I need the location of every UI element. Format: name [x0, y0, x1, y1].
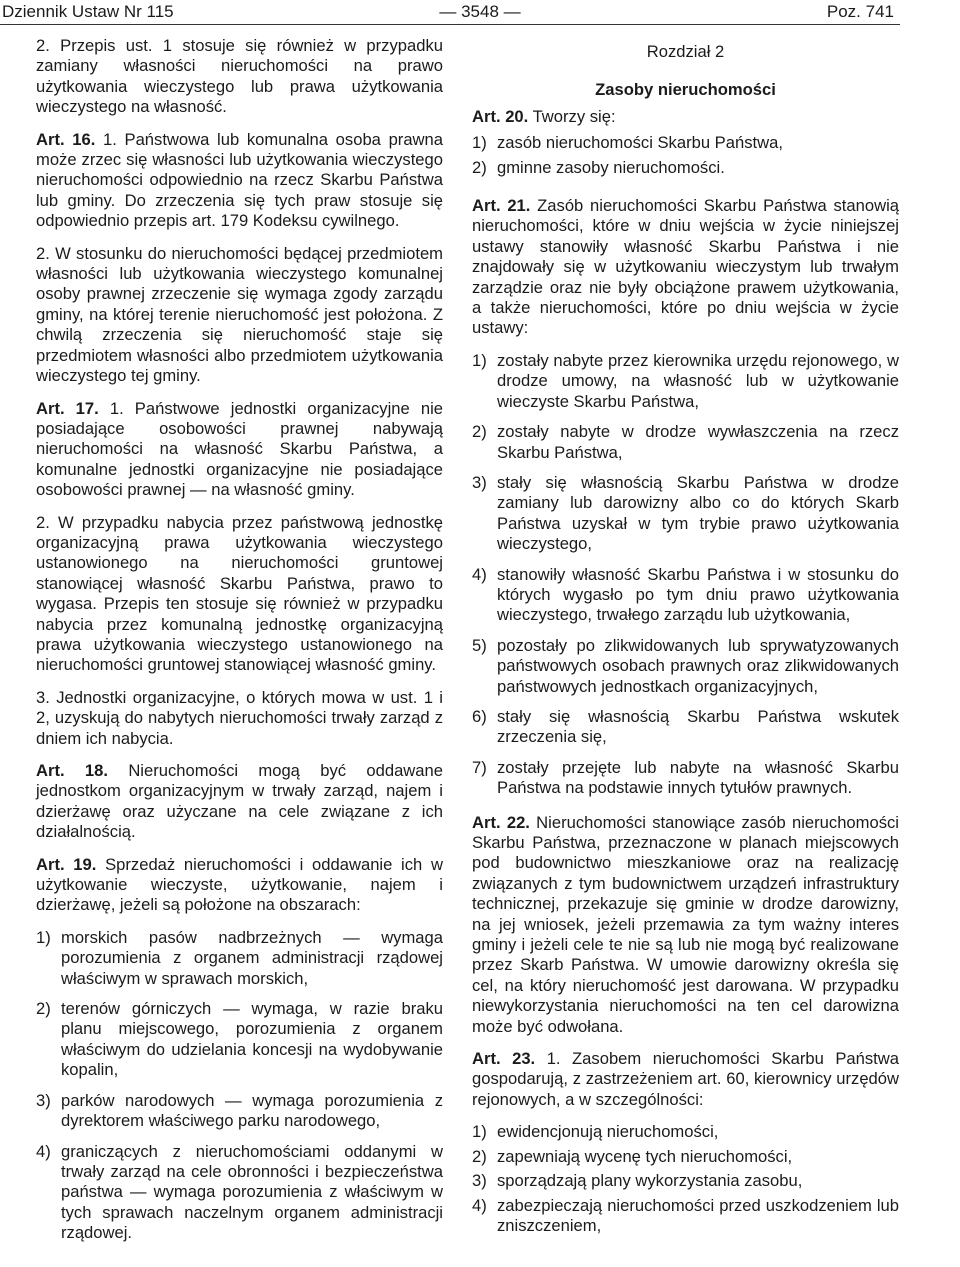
list-number: 1) [472, 1122, 487, 1142]
article-text: Nieruchomości mogą być oddawane jednostkom organizacyjnym w trwały zarząd, najem i dzierżawę oraz użyczane na cele związane z ich działalnością. [36, 761, 443, 842]
list-text: zapewniają wycenę tych nieruchomości, [497, 1146, 793, 1166]
article-label: Art. 18. [36, 761, 108, 780]
article-17 [36, 399, 443, 501]
article-19 [36, 855, 443, 916]
list-number: 1) [36, 927, 51, 947]
list-text: parków narodowych — wymaga porozumienia z dyrektorem właściwego parku narodowego, [61, 1090, 443, 1131]
article-text: Zasób nieruchomości Skarbu Państwa stanowią nieruchomości, które w dniu wejścia w życie niniejszej ustawy stanowiły własność Skarbu Państwa i nie znajdowały się w użytkowaniu wieczystym lub trwałym zarządzie oraz nie były obciążone prawem użytkowania, a także nieruchomości, które po dniu wejścia w życie ustawy: [472, 196, 899, 338]
list-number: 4) [472, 564, 487, 584]
list-item [472, 1147, 899, 1167]
list-number: 1) [472, 350, 487, 370]
list-text: zabezpieczają nieruchomości przed uszkodzeniem lub zniszczeniem, [497, 1195, 899, 1235]
list-item [36, 999, 443, 1081]
list-item [472, 158, 899, 178]
list-number: 6) [472, 706, 487, 726]
article-18 [36, 761, 443, 843]
list-item [472, 1171, 899, 1191]
article-text: 1. Państwowa lub komunalna osoba prawna może zrzec się własności lub użytkowania wieczystego nieruchomości odpowiednio na rzecz Skarbu Państwa lub gminy. Do zrzeczenia się tych praw stosuje się odpowiednio przepis art. 179 Kodeksu cywilnego. [36, 129, 443, 231]
article-label: Art. 16. [36, 129, 96, 149]
article-20 [472, 107, 899, 127]
paragraph: 3. Jednostki organizacyjne, o których mowa w ust. 1 i 2, uzyskują do nabytych nieruchomości trwały zarząd z dniem ich nabycia. [36, 687, 443, 748]
page-header [0, 0, 960, 26]
list-item [472, 133, 899, 153]
list-text: sporządzają plany wykorzystania zasobu, [497, 1171, 803, 1191]
chapter-title: Zasoby nieruchomości [595, 80, 776, 100]
list-text: morskich pasów nadbrzeżnych — wymaga porozumienia z organem administracji rządowej właściwym w sprawach morskich, [61, 927, 443, 988]
list-text: pozostały po zlikwidowanych lub sprywatyzowanych państwowych osobach prawnych oraz zlikwidowanych państwowych jednostkach organizacyjnych, [497, 635, 899, 696]
position-number: Poz. 741 [826, 2, 894, 21]
list-number: 5) [472, 635, 487, 655]
header-rule [0, 24, 900, 25]
list-number: 2) [472, 1146, 487, 1166]
article-21 [472, 196, 899, 339]
left-column [36, 36, 443, 1254]
list-number: 2) [472, 157, 487, 177]
article-text: Tworzy się: [528, 106, 616, 126]
list-item [472, 473, 899, 555]
list-text: stały się własnością Skarbu Państwa wskutek zrzeczenia się, [497, 706, 899, 747]
list-number: 4) [36, 1141, 51, 1161]
list-number: 3) [36, 1090, 51, 1110]
list-item [472, 422, 899, 463]
article-label: Art. 22. [472, 812, 530, 832]
list-text: stanowiły własność Skarbu Państwa i w stosunku do których wygasło po tym dniu prawo użytkowania wieczystego, trwałego zarządu lub użytkowania, [497, 564, 899, 625]
list-text: ewidencjonują nieruchomości, [497, 1122, 719, 1142]
list-item [36, 1142, 443, 1244]
list-text: zostały nabyte w drodze wywłaszczenia na rzecz Skarbu Państwa, [497, 422, 899, 462]
list-item [472, 707, 899, 748]
journal-title: Dziennik Ustaw Nr 115 [2, 2, 174, 21]
list-text: zostały nabyte przez kierownika urzędu rejonowego, w drodze umowy, na własność lub w użytkowanie wieczyste Skarbu Państwa, [497, 350, 899, 411]
list-item [472, 758, 899, 799]
article-22 [472, 813, 899, 1037]
article-label: Art. 20. [472, 106, 529, 126]
list-text: zasób nieruchomości Skarbu Państwa, [497, 133, 783, 153]
paragraph: 2. W przypadku nabycia przez państwową jednostkę organizacyjną prawa użytkowania wieczystego ustanowionego na nieruchomości gruntowej stanowiącej własność Skarbu Państwa, prawo to wygasa. Przepis ten stosuje się również w przypadku nabycia przez komunalną jednostkę organizacyjną prawa użytkowania wieczystego ustanowionego na nieruchomości gruntowej stanowiącej własność gminy. [36, 512, 443, 675]
list-item [472, 351, 899, 412]
article-label: Art. 19. [36, 854, 97, 874]
list-text: terenów górniczych — wymaga, w razie braku planu miejscowego, porozumienia z organem właściwym do udzielania koncesji na wydobywanie kopalin, [61, 999, 443, 1080]
list-item [472, 1196, 899, 1237]
article-label: Art. 21. [472, 196, 531, 216]
list-number: 2) [36, 999, 51, 1019]
article-text: Sprzedaż nieruchomości i oddawanie ich w użytkowanie wieczyste, użytkowanie, najem i dzierżawę, jeżeli są położone na obszarach: [36, 854, 443, 915]
list-item [36, 1091, 443, 1132]
article-text: Nieruchomości stanowiące zasób nieruchomości Skarbu Państwa, przeznaczone w planach miejscowych pod budownictwo mieszkaniowe oraz na realizację związanych z tym budownictwem urządzeń infrastruktury technicznej, przekazuje się gminie w drodze darowizny, na jej wniosek, jeżeli przemawia za tym ważny interes gminy i jeżeli cele te nie są lub nie mogą być realizowane przez Skarb Państwa. W umowie darowizny określa się cel, na który nieruchomość jest darowana. W przypadku niewykorzystania nieruchomości na ten cel darowizna może być odwołana. [472, 812, 899, 1036]
list-text: gminne zasoby nieruchomości. [497, 157, 725, 177]
list-item [472, 565, 899, 626]
right-column [472, 36, 899, 1240]
list-number: 2) [472, 422, 487, 442]
list-text: stały się własnością Skarbu Państwa w drodze zamiany lub darowizny albo co do których Skarb Państwa uzyskał w tym trybie prawo użytkowania wieczystego, [497, 472, 899, 554]
paragraph: 2. W stosunku do nieruchomości będącej przedmiotem własności lub użytkowania wieczystego komunalnej osoby prawnej zrzeczenie się wymaga zgody zarządu gminy, na której terenie nieruchomość jest położona. Z chwilą zrzeczenia się nieruchomość staje się przedmiotem własności albo przedmiotem użytkowania wieczystego tej gminy. [36, 243, 443, 386]
list-item [472, 636, 899, 697]
list-text: zostały przejęte lub nabyte na własność Skarbu Państwa na podstawie innych tytułów prawnych. [497, 757, 899, 798]
article-16 [36, 130, 443, 232]
list-number: 7) [472, 757, 487, 777]
paragraph: 2. Przepis ust. 1 stosuje się również w przypadku zamiany własności nieruchomości na prawo użytkowania wieczystego lub prawa użytkowania wieczystego na własność. [36, 36, 443, 117]
article-23 [472, 1049, 899, 1110]
list-item [36, 928, 443, 989]
article-label: Art. 17. [36, 398, 99, 418]
article-label: Art. 23. [472, 1049, 536, 1069]
list-number: 3) [472, 1171, 487, 1191]
article-text: 1. Państwowe jednostki organizacyjne nie posiadające osobowości prawnej nabywają nieruchomości na własność Skarbu Państwa, a komunalne jednostki organizacyjne nie posiadające osobowości prawnej — na własność gminy. [36, 398, 443, 500]
list-number: 3) [472, 472, 487, 492]
list-number: 1) [472, 133, 487, 153]
list-number: 4) [472, 1195, 487, 1215]
list-text: graniczących z nieruchomościami oddanymi w trwały zarząd na cele obronności i bezpieczeństwa państwa — wymaga porozumienia z właściwym w tych sprawach naczelnym organem administracji rządowej. [61, 1141, 443, 1243]
page-number: — 3548 — [439, 2, 521, 21]
article-text: 1. Zasobem nieruchomości Skarbu Państwa gospodarują, z zastrzeżeniem art. 60, kierownicy urzędów rejonowych, a w szczególności: [472, 1049, 899, 1109]
chapter-number: Rozdział 2 [646, 42, 725, 61]
list-item [472, 1122, 899, 1142]
